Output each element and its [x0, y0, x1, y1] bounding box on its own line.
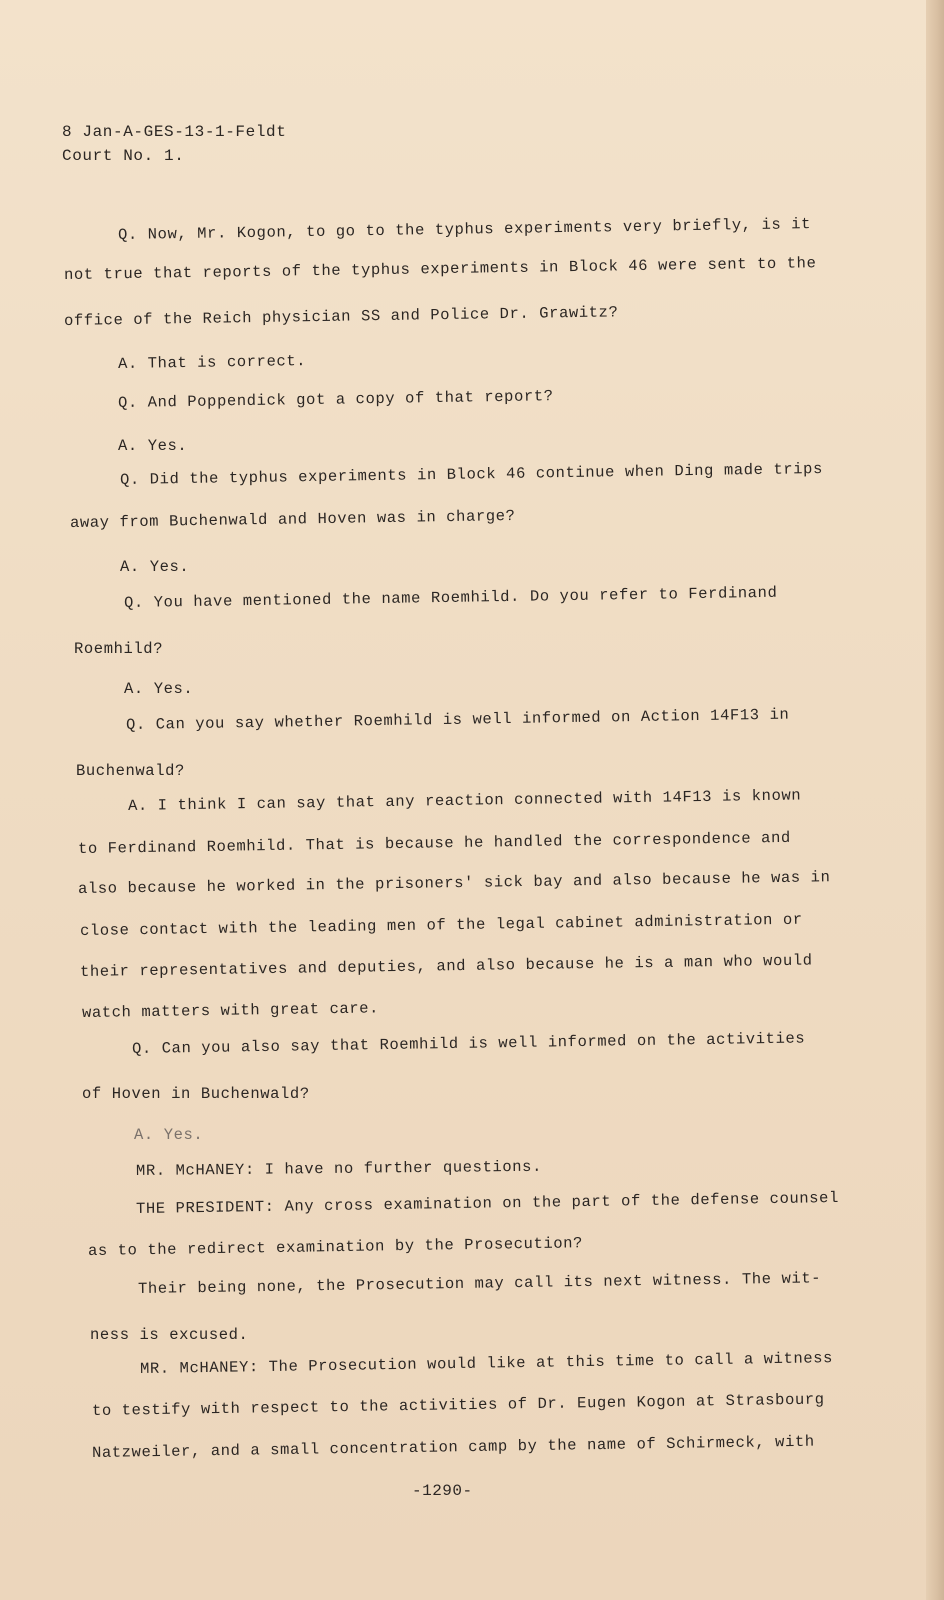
transcript-line: Q. Now, Mr. Kogon, to go to the typhus experiments very briefly, is it: [117, 215, 812, 244]
transcript-line: Natzweiler, and a small concentration camp by the name of Schirmeck, with: [91, 1432, 815, 1462]
transcript-line: Q. Did the typhus experiments in Block 46 continue when Ding made trips: [119, 459, 824, 489]
header-court-number: Court No. 1.: [62, 147, 185, 165]
transcript-line: A. Yes.: [124, 680, 194, 698]
transcript-line: ness is excused.: [90, 1326, 249, 1344]
transcript-line: of Hoven in Buchenwald?: [82, 1085, 310, 1103]
transcript-line: Q. Can you say whether Roemhild is well informed on Action 14F13 in: [125, 705, 790, 734]
transcript-line: to Ferdinand Roemhild. That is because he handled the correspondence and: [77, 828, 791, 858]
transcript-line: Q. Can you also say that Roemhild is well informed on the activities: [131, 1029, 806, 1058]
transcript-line: Buchenwald?: [76, 762, 185, 780]
transcript-line: A. Yes.: [118, 437, 188, 455]
transcript-line: A. That is correct.: [117, 352, 307, 373]
transcript-line: THE PRESIDENT: Any cross examination on the part of the defense counsel: [135, 1188, 840, 1218]
document-header: [62, 120, 286, 168]
transcript-line: Their being none, the Prosecution may call its next witness. The wit-: [137, 1269, 822, 1298]
transcript-line: A. Yes.: [120, 558, 190, 576]
transcript-line: also because he worked in the prisoners' sick bay and also because he was in: [77, 868, 831, 898]
transcript-line: MR. McHANEY: I have no further questions.: [135, 1157, 543, 1180]
transcript-line: their representatives and deputies, and also because he is a man who would: [79, 951, 813, 981]
transcript-line: away from Buchenwald and Hoven was in charge?: [69, 507, 516, 532]
transcript-line: Q. And Poppendick got a copy of that report?: [117, 387, 554, 412]
transcript-line: watch matters with great care.: [81, 999, 380, 1022]
page-number: -1290-: [412, 1482, 473, 1500]
transcript-line: close contact with the leading men of the legal cabinet administration or: [79, 910, 803, 940]
transcript-line: A. Yes.: [134, 1126, 204, 1144]
transcript-line: Roemhild?: [74, 640, 164, 658]
transcript-line: as to the redirect examination by the Prosecution?: [87, 1234, 584, 1260]
header-session-code: 8 Jan-A-GES-13-1-Feldt: [62, 123, 287, 141]
transcript-line: office of the Reich physician SS and Police Dr. Grawitz?: [63, 303, 619, 330]
transcript-line: not true that reports of the typhus experiments in Block 46 were sent to the: [63, 254, 817, 284]
transcript-line: A. I think I can say that any reaction connected with 14F13 is known: [127, 786, 802, 815]
transcript-line: Q. You have mentioned the name Roemhild. Do you refer to Ferdinand: [123, 583, 778, 612]
transcript-line: MR. McHANEY: The Prosecution would like at this time to call a witness: [139, 1349, 834, 1378]
page-edge: [926, 0, 944, 1600]
transcript-line: to testify with respect to the activities of Dr. Eugen Kogon at Strasbourg: [91, 1390, 825, 1420]
